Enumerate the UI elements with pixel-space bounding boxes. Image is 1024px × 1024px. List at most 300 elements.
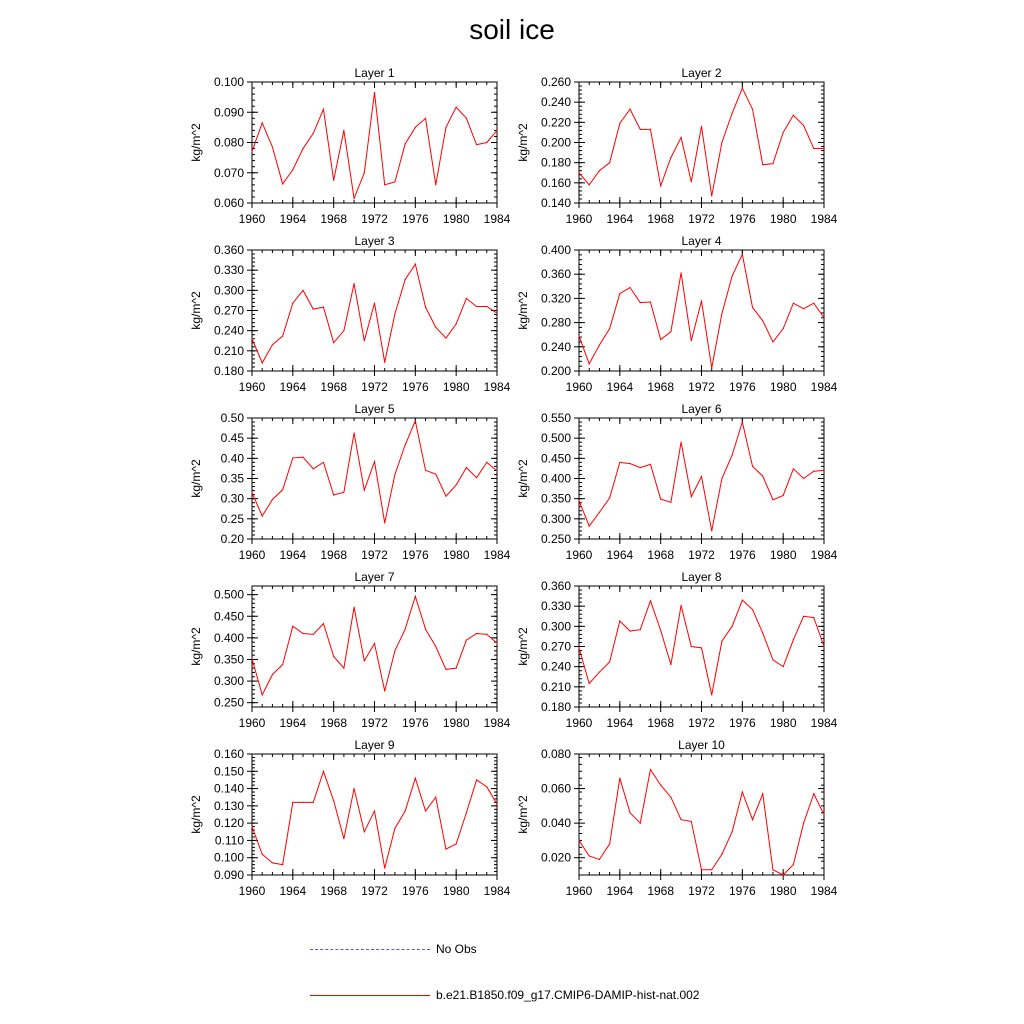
data-point xyxy=(599,170,600,171)
x-tick-label: 1980 xyxy=(769,884,797,898)
data-point xyxy=(732,831,733,832)
data-point xyxy=(251,151,252,152)
data-point xyxy=(282,335,283,336)
plot-frame xyxy=(252,82,497,203)
data-point xyxy=(486,462,487,463)
x-tick-label: 1984 xyxy=(810,380,838,394)
data-point xyxy=(292,457,293,458)
y-tick-label: 0.210 xyxy=(540,679,571,694)
x-tick-label: 1968 xyxy=(647,884,675,898)
data-point xyxy=(374,643,375,644)
data-point xyxy=(466,812,467,813)
y-tick-label: 0.330 xyxy=(540,599,571,614)
data-point xyxy=(486,142,487,143)
plot-frame xyxy=(579,754,824,875)
data-point xyxy=(302,148,303,149)
data-point xyxy=(313,133,314,134)
data-point xyxy=(343,130,344,131)
x-tick-label: 1984 xyxy=(810,548,838,562)
page-title: soil ice xyxy=(469,14,555,45)
data-point xyxy=(609,843,610,844)
data-point xyxy=(313,634,314,635)
data-point xyxy=(323,623,324,624)
data-point xyxy=(660,339,661,340)
data-point xyxy=(313,802,314,803)
x-tick-label: 1972 xyxy=(688,884,715,898)
data-point xyxy=(292,169,293,170)
data-point xyxy=(323,109,324,110)
data-point xyxy=(394,650,395,651)
chart-title: Layer 4 xyxy=(681,234,722,248)
data-point xyxy=(752,307,753,308)
data-point xyxy=(456,107,457,108)
data-point xyxy=(752,819,753,820)
data-point xyxy=(680,819,681,820)
data-point xyxy=(742,791,743,792)
x-tick-label: 1976 xyxy=(728,548,756,562)
x-tick-label: 1968 xyxy=(320,716,348,730)
x-tick-label: 1976 xyxy=(728,884,756,898)
data-point xyxy=(415,596,416,597)
data-point xyxy=(476,306,477,307)
chart-panel-9 xyxy=(189,738,511,898)
data-point xyxy=(415,127,416,128)
data-point xyxy=(476,633,477,634)
data-point xyxy=(599,344,600,345)
data-point xyxy=(374,810,375,811)
data-point xyxy=(640,823,641,824)
x-tick-label: 1984 xyxy=(483,884,511,898)
data-point xyxy=(772,163,773,164)
chart-title: Layer 5 xyxy=(354,402,395,416)
y-tick-label: 0.090 xyxy=(213,868,244,882)
x-tick-label: 1968 xyxy=(320,884,348,898)
x-tick-label: 1984 xyxy=(483,212,511,226)
data-point xyxy=(629,630,630,631)
data-point xyxy=(629,463,630,464)
data-point xyxy=(292,626,293,627)
y-tick-label: 0.180 xyxy=(540,700,571,714)
x-tick-label: 1984 xyxy=(483,716,511,730)
x-tick-label: 1964 xyxy=(606,884,634,898)
data-point xyxy=(670,664,671,665)
data-point xyxy=(425,470,426,471)
y-tick-label: 0.300 xyxy=(213,283,244,298)
data-point xyxy=(803,308,804,309)
data-point xyxy=(384,184,385,185)
y-tick-label: 0.300 xyxy=(540,619,571,634)
y-tick-label: 0.240 xyxy=(213,323,244,338)
data-point xyxy=(640,629,641,630)
data-point xyxy=(282,664,283,665)
data-point xyxy=(609,328,610,329)
data-point xyxy=(823,148,824,149)
x-tick-label: 1964 xyxy=(606,380,634,394)
data-point xyxy=(374,303,375,304)
data-point xyxy=(721,641,722,642)
data-point xyxy=(394,828,395,829)
data-point xyxy=(374,461,375,462)
data-point xyxy=(762,632,763,633)
y-axis-label: kg/m^2 xyxy=(189,123,203,162)
data-point xyxy=(394,474,395,475)
legend-model-label: b.e21.B1850.f09_g17.CMIP6-DAMIP-hist-nat.002 xyxy=(436,988,700,1002)
data-point xyxy=(762,793,763,794)
data-point xyxy=(680,137,681,138)
chart-title: Layer 3 xyxy=(354,234,395,248)
legend-model-swatch xyxy=(310,995,430,996)
y-axis-label: kg/m^2 xyxy=(516,795,530,834)
data-point xyxy=(251,658,252,659)
x-tick-label: 1964 xyxy=(279,548,307,562)
data-point xyxy=(803,125,804,126)
data-point xyxy=(783,328,784,329)
y-tick-label: 0.550 xyxy=(540,411,571,425)
data-point xyxy=(262,694,263,695)
data-point xyxy=(599,671,600,672)
x-tick-label: 1980 xyxy=(442,212,470,226)
data-point xyxy=(251,826,252,827)
data-point xyxy=(680,272,681,273)
data-point xyxy=(823,317,824,318)
x-tick-label: 1972 xyxy=(688,380,715,394)
data-point xyxy=(333,800,334,801)
data-point xyxy=(589,184,590,185)
data-point xyxy=(680,442,681,443)
plot-frame xyxy=(252,586,497,707)
data-point xyxy=(405,629,406,630)
y-tick-label: 0.200 xyxy=(540,135,571,150)
data-point xyxy=(691,821,692,822)
data-point xyxy=(742,421,743,422)
data-point xyxy=(476,144,477,145)
y-tick-label: 0.220 xyxy=(540,115,571,130)
data-point xyxy=(793,303,794,304)
y-tick-label: 0.180 xyxy=(540,155,571,170)
chart-panel-3 xyxy=(189,234,511,394)
x-tick-label: 1976 xyxy=(401,380,429,394)
x-tick-label: 1980 xyxy=(442,716,470,730)
data-point xyxy=(272,674,273,675)
x-tick-label: 1980 xyxy=(442,380,470,394)
data-point xyxy=(353,607,354,608)
y-tick-label: 0.260 xyxy=(540,75,571,89)
series-line-1 xyxy=(252,93,497,199)
y-tick-label: 0.250 xyxy=(213,695,244,710)
data-point xyxy=(578,172,579,173)
data-point xyxy=(466,118,467,119)
data-point xyxy=(803,478,804,479)
data-point xyxy=(435,797,436,798)
data-point xyxy=(793,864,794,865)
data-point xyxy=(650,600,651,601)
data-point xyxy=(701,869,702,870)
legend-obs-label: No Obs xyxy=(436,942,477,956)
data-point xyxy=(650,464,651,465)
y-tick-label: 0.400 xyxy=(540,243,571,257)
data-point xyxy=(364,660,365,661)
data-point xyxy=(415,420,416,421)
x-tick-label: 1976 xyxy=(728,716,756,730)
data-point xyxy=(813,303,814,304)
y-tick-label: 0.360 xyxy=(540,267,571,282)
data-point xyxy=(609,661,610,662)
data-point xyxy=(353,283,354,284)
data-point xyxy=(445,669,446,670)
data-point xyxy=(343,668,344,669)
data-point xyxy=(670,797,671,798)
y-tick-label: 0.35 xyxy=(220,471,244,486)
y-tick-label: 0.500 xyxy=(213,587,244,602)
data-point xyxy=(456,668,457,669)
series-line-1 xyxy=(579,770,824,875)
y-axis-label: kg/m^2 xyxy=(189,795,203,834)
y-tick-label: 0.320 xyxy=(540,291,571,306)
x-tick-label: 1960 xyxy=(238,380,266,394)
data-point xyxy=(405,279,406,280)
chart-panel-10 xyxy=(516,738,838,898)
data-point xyxy=(425,810,426,811)
data-point xyxy=(803,616,804,617)
data-point xyxy=(711,195,712,196)
y-tick-label: 0.45 xyxy=(220,431,244,446)
x-tick-label: 1972 xyxy=(361,716,388,730)
data-point xyxy=(691,496,692,497)
y-tick-label: 0.50 xyxy=(220,411,244,425)
data-point xyxy=(599,859,600,860)
data-point xyxy=(343,330,344,331)
data-point xyxy=(343,838,344,839)
data-point xyxy=(783,874,784,875)
x-tick-label: 1972 xyxy=(361,884,388,898)
data-point xyxy=(405,444,406,445)
legend-entry-obs xyxy=(310,942,477,956)
legend xyxy=(0,930,1024,1020)
data-point xyxy=(813,793,814,794)
data-point xyxy=(384,867,385,868)
data-point xyxy=(813,471,814,472)
x-tick-label: 1964 xyxy=(279,380,307,394)
data-point xyxy=(772,869,773,870)
data-point xyxy=(425,118,426,119)
x-tick-label: 1960 xyxy=(238,212,266,226)
data-point xyxy=(823,470,824,471)
y-tick-label: 0.360 xyxy=(213,243,244,257)
x-tick-label: 1968 xyxy=(647,380,675,394)
data-point xyxy=(445,337,446,338)
x-tick-label: 1980 xyxy=(769,548,797,562)
data-point xyxy=(752,466,753,467)
x-tick-label: 1964 xyxy=(279,884,307,898)
plot-frame xyxy=(579,250,824,371)
data-point xyxy=(272,499,273,500)
data-point xyxy=(486,786,487,787)
data-point xyxy=(364,340,365,341)
data-point xyxy=(282,489,283,490)
plot-frame xyxy=(252,754,497,875)
data-point xyxy=(456,843,457,844)
data-point xyxy=(589,855,590,856)
data-point xyxy=(466,639,467,640)
data-point xyxy=(660,498,661,499)
data-point xyxy=(793,639,794,640)
data-point xyxy=(578,335,579,336)
data-point xyxy=(496,642,497,643)
y-axis-label: kg/m^2 xyxy=(189,291,203,330)
y-tick-label: 0.140 xyxy=(213,781,244,796)
data-point xyxy=(262,854,263,855)
data-point xyxy=(721,854,722,855)
data-point xyxy=(691,646,692,647)
data-point xyxy=(476,477,477,478)
data-point xyxy=(619,462,620,463)
chart-panel-2 xyxy=(516,66,838,226)
data-point xyxy=(762,164,763,165)
y-axis-label: kg/m^2 xyxy=(516,459,530,498)
data-point xyxy=(323,307,324,308)
data-point xyxy=(589,525,590,526)
legend-obs-swatch xyxy=(310,949,430,950)
x-tick-label: 1976 xyxy=(401,548,429,562)
x-tick-label: 1960 xyxy=(565,548,593,562)
x-tick-label: 1984 xyxy=(483,548,511,562)
data-point xyxy=(364,490,365,491)
x-tick-label: 1960 xyxy=(238,716,266,730)
y-tick-label: 0.100 xyxy=(213,75,244,89)
x-tick-label: 1976 xyxy=(401,212,429,226)
x-tick-label: 1964 xyxy=(279,716,307,730)
chart-panel-4 xyxy=(516,234,838,394)
y-tick-label: 0.090 xyxy=(213,105,244,120)
y-tick-label: 0.360 xyxy=(540,579,571,593)
data-point xyxy=(701,647,702,648)
plot-frame xyxy=(252,250,497,371)
y-tick-label: 0.060 xyxy=(213,196,244,210)
data-point xyxy=(313,309,314,310)
x-tick-label: 1968 xyxy=(647,548,675,562)
data-point xyxy=(589,363,590,364)
data-point xyxy=(823,646,824,647)
y-tick-label: 0.300 xyxy=(540,511,571,526)
data-point xyxy=(670,502,671,503)
y-tick-label: 0.130 xyxy=(213,798,244,813)
data-point xyxy=(640,129,641,130)
data-point xyxy=(640,467,641,468)
data-point xyxy=(701,126,702,127)
y-tick-label: 0.280 xyxy=(540,315,571,330)
x-tick-label: 1976 xyxy=(728,380,756,394)
y-tick-label: 0.160 xyxy=(213,747,244,761)
chart-panel-8 xyxy=(516,570,838,730)
y-tick-label: 0.25 xyxy=(220,511,244,526)
y-tick-label: 0.250 xyxy=(540,532,571,546)
legend-entry-model xyxy=(310,988,699,1002)
data-point xyxy=(701,300,702,301)
data-point xyxy=(333,180,334,181)
data-point xyxy=(251,492,252,493)
series-line-1 xyxy=(252,264,497,363)
y-tick-label: 0.400 xyxy=(540,471,571,486)
plot-frame xyxy=(579,82,824,203)
data-point xyxy=(803,823,804,824)
chart-title: Layer 9 xyxy=(354,738,395,752)
data-point xyxy=(619,293,620,294)
x-tick-label: 1980 xyxy=(442,884,470,898)
data-point xyxy=(272,862,273,863)
x-tick-label: 1968 xyxy=(320,548,348,562)
data-point xyxy=(262,515,263,516)
x-tick-label: 1972 xyxy=(688,716,715,730)
data-point xyxy=(262,362,263,363)
y-axis-label: kg/m^2 xyxy=(189,627,203,666)
data-point xyxy=(415,778,416,779)
data-point xyxy=(823,814,824,815)
data-point xyxy=(742,600,743,601)
data-point xyxy=(302,802,303,803)
data-point xyxy=(762,475,763,476)
data-point xyxy=(650,769,651,770)
y-tick-label: 0.270 xyxy=(540,639,571,654)
data-point xyxy=(772,499,773,500)
y-tick-label: 0.400 xyxy=(213,630,244,645)
data-point xyxy=(333,656,334,657)
data-point xyxy=(353,788,354,789)
y-tick-label: 0.110 xyxy=(214,833,244,848)
x-tick-label: 1976 xyxy=(728,212,756,226)
data-point xyxy=(496,804,497,805)
y-tick-label: 0.080 xyxy=(540,747,571,761)
x-tick-label: 1984 xyxy=(483,380,511,394)
x-tick-label: 1960 xyxy=(565,380,593,394)
data-point xyxy=(343,492,344,493)
data-point xyxy=(701,476,702,477)
data-point xyxy=(466,467,467,468)
data-point xyxy=(456,484,457,485)
data-point xyxy=(680,605,681,606)
data-point xyxy=(405,810,406,811)
data-point xyxy=(425,307,426,308)
y-tick-label: 0.210 xyxy=(213,343,244,358)
series-line-1 xyxy=(579,254,824,368)
data-point xyxy=(262,122,263,123)
data-point xyxy=(323,462,324,463)
data-point xyxy=(711,530,712,531)
data-point xyxy=(711,869,712,870)
data-point xyxy=(282,183,283,184)
data-point xyxy=(670,157,671,158)
y-tick-label: 0.040 xyxy=(540,816,571,831)
data-point xyxy=(353,432,354,433)
y-tick-label: 0.350 xyxy=(213,652,244,667)
data-point xyxy=(578,500,579,501)
data-point xyxy=(486,634,487,635)
chart-title: Layer 10 xyxy=(678,738,725,752)
data-point xyxy=(619,778,620,779)
data-point xyxy=(496,313,497,314)
data-point xyxy=(650,301,651,302)
data-point xyxy=(742,254,743,255)
y-tick-label: 0.240 xyxy=(540,659,571,674)
chart-title: Layer 7 xyxy=(354,570,395,584)
data-point xyxy=(721,313,722,314)
data-point xyxy=(783,132,784,133)
chart-title: Layer 8 xyxy=(681,570,722,584)
x-tick-label: 1972 xyxy=(688,212,715,226)
chart-panel-5 xyxy=(189,402,511,562)
data-point xyxy=(813,617,814,618)
x-tick-label: 1976 xyxy=(401,716,429,730)
data-point xyxy=(313,468,314,469)
